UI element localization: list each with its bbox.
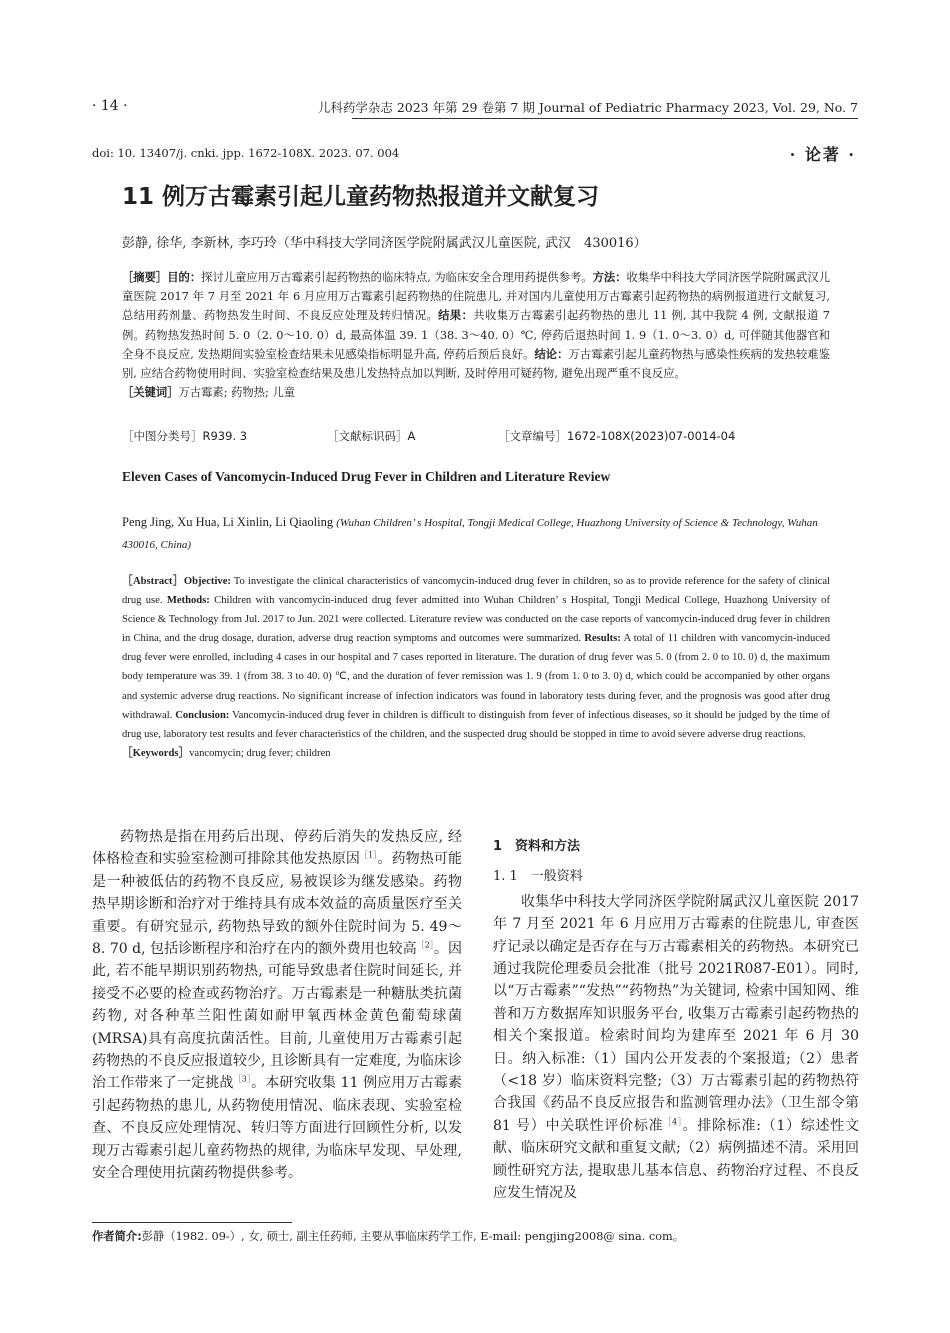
body-right-column — [493, 826, 859, 1205]
methods-paragraph — [493, 891, 859, 1205]
intro-text-b: 。药物热可能是一种被低估的药物不良反应, 易被误诊为继发感染。药物热早期诊断和治疗对于维持具有成本效益的高质量医疗至关重要。有研究显示, 药物热导致的额外住院时间为 5. 49～8. 70 d, 包括诊断程序和治疗在内的额外费用也较高 — [92, 851, 463, 958]
subsection-heading: 1. 1 一般资料 — [493, 869, 583, 885]
author-footnote — [92, 1228, 684, 1244]
ref-2[interactable]: ［2］ — [416, 940, 434, 950]
conclusion-label: 结论： — [534, 347, 569, 361]
english-authors — [122, 512, 832, 556]
abstract-label: ［摘要］ — [122, 271, 168, 284]
en-objective-label: Objective: — [183, 576, 231, 587]
abstract-en — [122, 572, 830, 763]
article-title: 11 例万古霉素引起儿童药物热报道并文献复习 — [122, 184, 600, 210]
column-tag: · 论著 · — [789, 145, 856, 164]
results-label: 结果： — [438, 309, 474, 323]
journal-header: 儿科药学杂志 2023 年第 29 卷第 7 期 Journal of Pediatric Pharmacy 2023, Vol. 29, No. 7 — [317, 100, 858, 115]
en-methods-text: Children with vancomycin-induced drug fever admitted into Wuhan Children’ s Hospital, Tongji Medical College, Huazhong University of Science & Technology from Jul. 2017 to Jun. 2021 were collected. Literature review was conducted on the case reports of vancomycin-induced drug fever in children in China, and the drug dosage, duration, adverse drug reaction symptoms and outcomes were summarized. — [122, 595, 830, 645]
ref-4[interactable]: ［4］ — [663, 1117, 683, 1127]
conclusion-text: 万古霉素引起儿童药物热与感染性疾病的发热较难鉴别, 应结合药物使用时间、实验室检查结果及患儿发热特点加以判断, 及时停用可疑药物, 避免出现严重不良反应。 — [122, 347, 830, 381]
en-keywords-label: ［Keywords］ — [122, 747, 190, 759]
english-title: Eleven Cases of Vancomycin-Induced Drug Fever in Children and Literature Review — [122, 469, 611, 484]
ref-3[interactable]: ［3］ — [233, 1074, 252, 1084]
header-rule — [352, 118, 858, 119]
intro-text-c: 。因此, 若不能早期识别药物热, 可能导致患者住院时间延长, 并接受不必要的检查或药物治疗。万古霉素是一种糖肽类抗菌药物, 对各种革兰阳性菌如耐甲氧西林金黄色葡萄球菌(MRSA)具有高度抗菌活性。目前, 儿童使用万古霉素引起药物热的不良反应报道较少, 且诊断具有一定难度, 为临床诊治工作带来了一定挑战 — [92, 941, 463, 1092]
en-conclusion-label: Conclusion: — [175, 709, 230, 721]
objective-text: 探讨儿童应用万古霉素引起药物热的临床特点, 为临床安全合理用药提供参考。 — [201, 271, 593, 284]
section-heading: 1 资料和方法 — [493, 839, 581, 854]
english-affiliation: (Wuhan Children’ s Hospital, Tongji Medical College, Huazhong University of Science & Technology, Wuhan 430016, China) — [122, 517, 829, 551]
english-author-names: Peng Jing, Xu Hua, Li Xinlin, Li Qiaoling — [122, 515, 334, 529]
abstract-cn — [122, 268, 830, 402]
methods-text-b: 。排除标准:（1）综述性文献、临床研究文献和重复文献;（2）病例描述不清。采用回顾性研究方法, 提取患儿基本信息、药物治疗过程、不良反应发生情况及 — [493, 1117, 860, 1202]
body-left-column — [92, 826, 462, 1185]
en-results-label: Results: — [584, 633, 621, 645]
en-keywords-text: vancomycin; drug fever; children — [189, 747, 331, 759]
authors-cn: 彭静, 徐华, 李新林, 李巧玲（华中科技大学同济医学院附属武汉儿童医院, 武汉 430016） — [122, 236, 647, 251]
footnote-text: 彭静（1982. 09-）, 女, 硕士, 副主任药师, 主要从事临床药学工作, E-mail: pengjing2008@ sina. com。 — [141, 1230, 685, 1243]
results-text: 共收集万古霉素引起药物热的患儿 11 例, 其中我院 4 例, 文献报道 7 例。药物热发热时间 5. 0（2. 0～10. 0）d, 最高体温 39. 1（38. 3～40. 0）℃, 停药后退热时间 1. 9（1. 0～3. 0）d, 可伴随其他器官和全身不良反应, 发热期间实验室检查结果未见感染指标明显升高, 停药后预后良好。 — [122, 309, 830, 361]
methods-text-a: 收集华中科技大学同济医学院附属武汉儿童医院 2017 年 7 月至 2021 年 6 月应用万古霉素的住院患儿, 审查医疗记录以确定是否存在与万古霉素相关的药物热。本研究已通过我院伦理委员会批准（批号 2021R087-E01）。同时, 以“万古霉素”“发热”“药物热”为关键词, 检索中国知网、维普和万方数据库知识服务平台, 收集万古霉素引起药物热的相关个案报道。检索时间均为建库至 2021 年 6 月 30 日。纳入标准:（1）国内公开发表的个案报道;（2）患者（<18 岁）临床资料完整;（3）万古霉素引起的药物热符合我国《药品不良反应报告和监测管理办法》（卫生部令第 81 号）中关联性评价标准 — [493, 893, 859, 1134]
intro-text-a: 药物热是指在用药后出现、停药后消失的发热反应, 经体格检查和实验室检测可排除其他发热原因 — [92, 829, 462, 868]
en-results-text: A total of 11 children with vancomycin-induced drug fever were enrolled, including 4 cases in our hospital and 7 cases reported in literature. The duration of drug fever was 5. 0 (from 2. 0 to 10. 0) d, the maximum body temperature was 39. 1 (from 38. 3 to 40. 0) ℃, and the duration of fever remission was 1. 9 (from 1. 0 to 3. 0) d, which could be accompanied by other organs and systemic adverse drug reactions. No significant increase of infection indicators was found in laboratory tests during fever, and the prognosis was good after drug withdrawal. — [122, 633, 830, 721]
en-objective-text: To investigate the clinical characteristics of vancomycin-induced drug fever in children, so as to provide reference for the safety of clinical drug use. — [122, 576, 830, 607]
methods-label: 方法： — [592, 271, 627, 284]
ref-1[interactable]: ［1］ — [360, 850, 378, 860]
article-number: ［文章编号］1672-108X(2023)07-0014-04 — [498, 429, 736, 443]
footnote-label: 作者简介: — [92, 1230, 142, 1243]
intro-paragraph — [92, 826, 462, 1185]
en-methods-label: Methods: — [166, 595, 210, 607]
en-abstract-label: ［Abstract］ — [122, 576, 184, 587]
footnote-rule — [92, 1222, 292, 1223]
methods-text: 收集华中科技大学同济医学院附属武汉儿童医院 2017 年 7 月至 2021 年 6 月应用万古霉素引起药物热的住院患儿, 并对国内儿童使用万古霉素引起药物热的病例报道进行文献复习, 总结用药剂量、药物热发生时间、不良反应处理及转归情况。 — [122, 271, 830, 323]
clc-number: ［中图分类号］R939. 3 — [122, 429, 248, 443]
page-number: · 14 · — [92, 98, 128, 114]
doi: doi: 10. 13407/j. cnki. jpp. 1672-108X. 2023. 07. 004 — [92, 146, 400, 160]
keywords-text: 万古霉素; 药物热; 儿童 — [178, 386, 295, 400]
keywords-label: ［关键词］ — [122, 386, 179, 400]
objective-label: 目的： — [167, 271, 202, 284]
doc-code: ［文献标识码］A — [327, 429, 416, 443]
en-conclusion-text: Vancomycin-induced drug fever in children is difficult to distinguish from fever of infectious diseases, so it should be judged by the time of drug use, laboratory test results and fever characteristics of the children, and the suspected drug should be stopped in time to avoid severe adverse drug reactions. — [122, 709, 830, 740]
intro-text-d: 。本研究收集 11 例应用万古霉素引起药物热的患儿, 从药物使用情况、临床表现、实验室检查、不良反应处理情况、转归等方面进行回顾性分析, 以发现万古霉素引起儿童药物热的规律, 为临床早发现、早处理, 安全合理使用抗菌药物提供参考。 — [92, 1075, 463, 1182]
